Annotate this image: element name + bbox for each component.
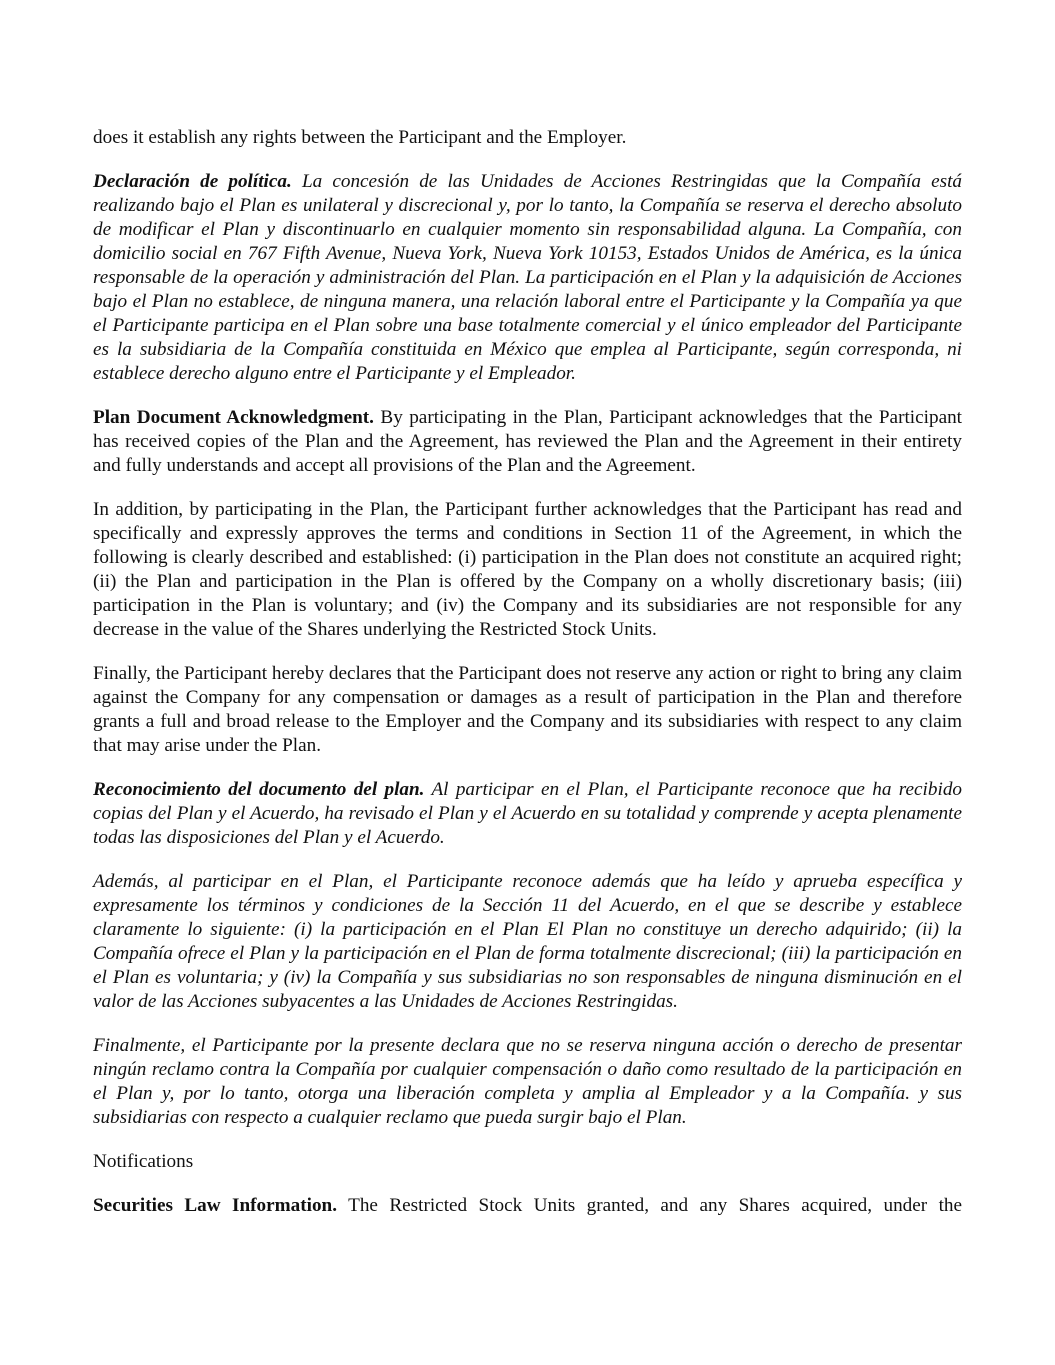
paragraph-text: Notifications: [93, 1151, 194, 1172]
paragraph-declaracion-politica: [93, 170, 962, 386]
section-heading: Securities Law Information.: [93, 1195, 338, 1216]
paragraph-text: In addition, by participating in the Plan, the Participant further acknowledges that the Participant has read and specifically and expressly approves the terms and conditions in Section 11 of the Agreement, in which the following is clearly described and established: (i) participation in the Plan does not constitute an acquired right; (ii) the Plan and participation in the Plan is offered by the Company on a wholly discretionary basis; (iii) participation in the Plan is voluntary; and (iv) the Company and its subsidiaries are not responsible for any decrease in the value of the Shares underlying the Restricted Stock Units.: [93, 499, 962, 640]
paragraph-reconocimiento-documento: [93, 778, 962, 850]
paragraph-plan-document-acknowledgment: [93, 406, 962, 478]
paragraph-text: The Restricted Stock Units granted, and any Shares acquired, under the: [348, 1195, 963, 1216]
paragraph-release-of-claims: [93, 662, 962, 758]
paragraph-seccion-11-reconocimiento: [93, 870, 962, 1014]
section-heading: Reconocimiento del documento del plan.: [93, 779, 425, 800]
paragraph-text: La concesión de las Unidades de Acciones Restringidas que la Compañía está realizando bajo el Plan es unilateral y discrecional y, por lo tanto, la Compañía se reserva el derecho absoluto de modificar el Plan y discontinuarlo en cualquier momento sin responsabilidad alguna. La Compañía, con domicilio social en 767 Fifth Avenue, Nueva York, Nueva York 10153, Estados Unidos de América, es la única responsable de la operación y administración del Plan. La participación en el Plan y la adquisición de Acciones bajo el Plan no establece, de ninguna manera, una relación laboral entre el Participante y la Compañía ya que el Participante participa en el Plan sobre una base totalmente comercial y el único empleador del Participante es la subsidiaria de la Compañía constituida en México que emplea al Participante, según corresponda, ni establece derecho alguno entre el Participante y el Empleador.: [93, 171, 962, 384]
paragraph-text: By participating in the Plan, Participant acknowledges that the Participant has received copies of the Plan and the Agreement, has reviewed the Plan and the Agreement in their entirety and fully understands and accept all provisions of the Plan and the Agreement.: [93, 407, 963, 476]
paragraph-text: Al participar en el Plan, el Participante reconoce que ha recibido copias del Plan y el Acuerdo, ha revisado el Plan y el Acuerdo en su totalidad y comprende y acepta plenamente todas las disposiciones del Plan y el Acuerdo.: [93, 779, 963, 848]
paragraph-section-11-acknowledgment: [93, 498, 962, 642]
section-heading: Declaración de política.: [93, 171, 292, 192]
paragraph-text: Además, al participar en el Plan, el Participante reconoce además que ha leído y aprueba específica y expresamente los términos y condiciones de la Sección 11 del Acuerdo, en el que se describe y establece claramente lo siguiente: (i) la participación en el Plan El Plan no constituye un derecho adquirido; (ii) la Compañía ofrece el Plan y la participación en el Plan de forma totalmente discrecional; (iii) la participación en el Plan es voluntaria; y (iv) la Compañía y sus subsidiarias no son responsables de ninguna disminución en el valor de las Acciones subyacentes a las Unidades de Acciones Restringidas.: [93, 871, 962, 1012]
paragraph-employer-rights: [93, 126, 962, 150]
paragraph-text: does it establish any rights between the Participant and the Employer.: [93, 127, 627, 148]
section-heading: Plan Document Acknowledgment.: [93, 407, 374, 428]
paragraph-liberacion-reclamos: [93, 1034, 962, 1130]
notifications-heading: [93, 1150, 962, 1174]
paragraph-securities-law-information: [93, 1194, 962, 1218]
paragraph-text: Finally, the Participant hereby declares that the Participant does not reserve any action or right to bring any claim against the Company for any compensation or damages as a result of participation in the Plan and therefore grants a full and broad release to the Employer and the Company and its subsidiaries with respect to any claim that may arise under the Plan.: [93, 663, 962, 756]
paragraph-text: Finalmente, el Participante por la presente declara que no se reserva ninguna acción o derecho de presentar ningún reclamo contra la Compañía por cualquier compensación o daño como resultado de la participación en el Plan y, por lo tanto, otorga una liberación completa y amplia al Empleador y a la Compañía. y sus subsidiarias con respecto a cualquier reclamo que pueda surgir bajo el Plan.: [93, 1035, 962, 1128]
document-page: [93, 126, 962, 1238]
